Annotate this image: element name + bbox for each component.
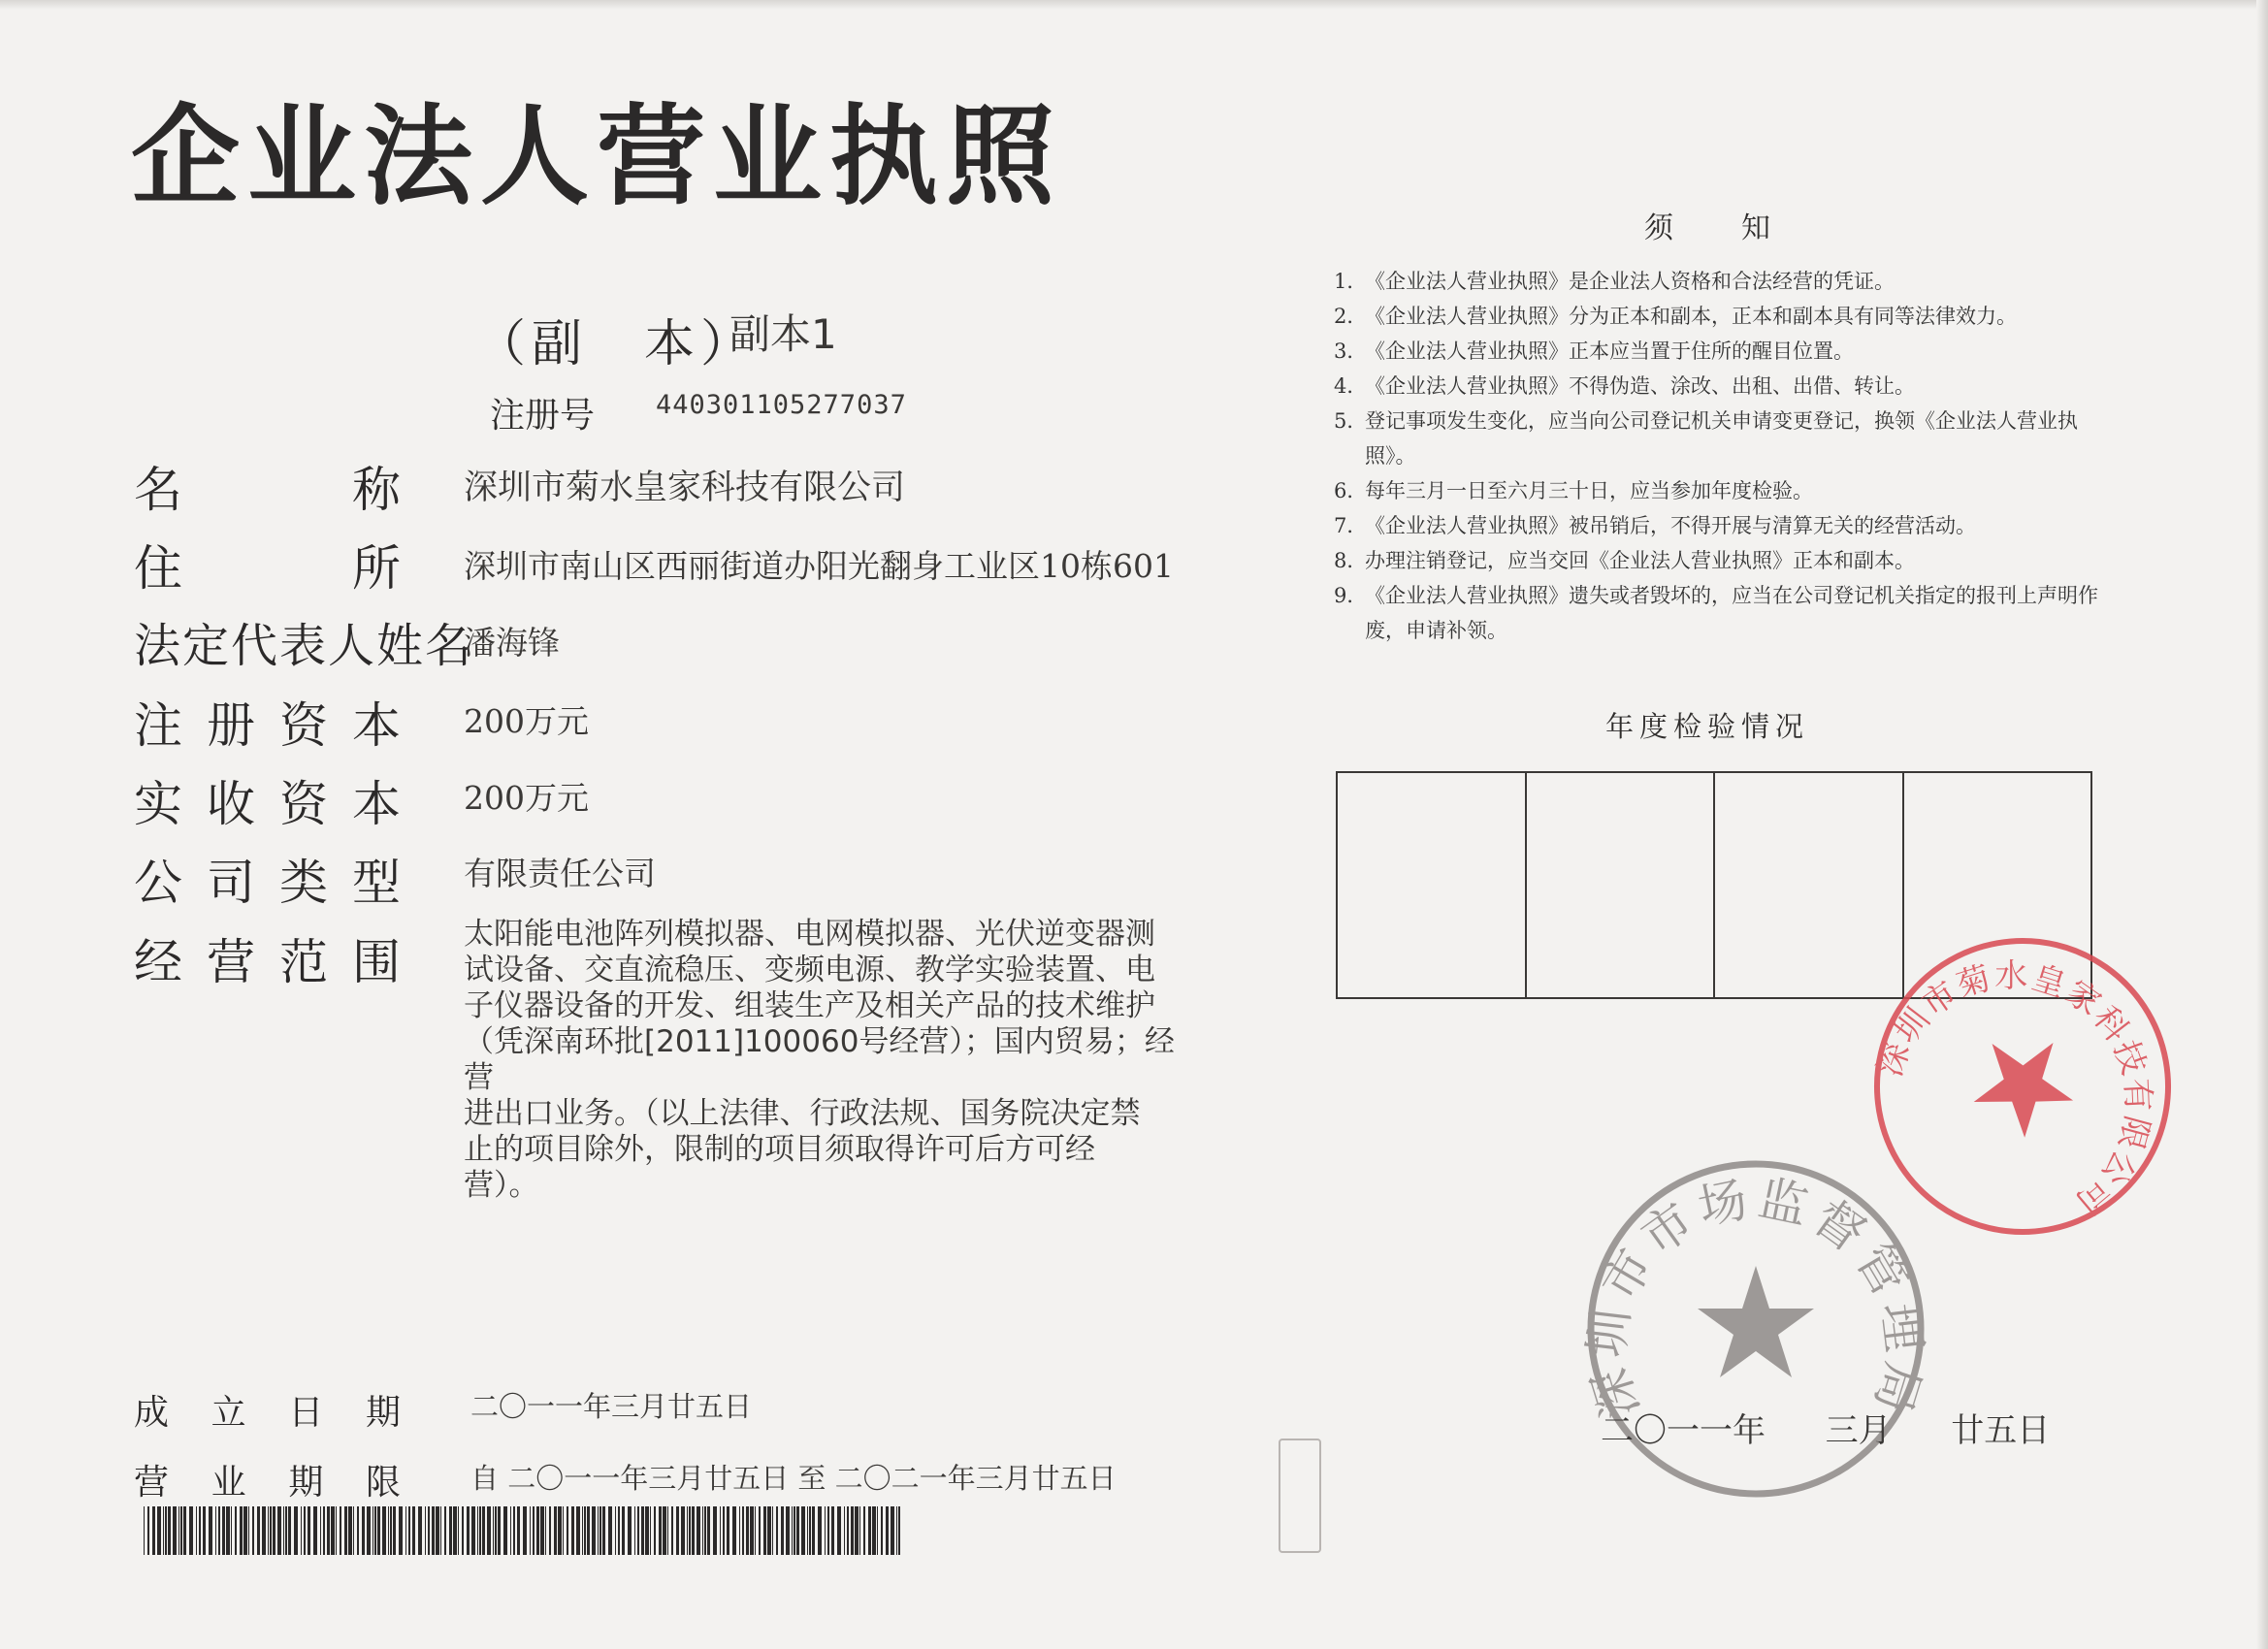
- paid-capital-value: 200万元: [464, 779, 589, 817]
- notice-item: 6． 每年三月一日至六月三十日，应当参加年度检验。: [1334, 479, 1813, 502]
- notice-title: 须知: [1644, 211, 1838, 245]
- name-value: 深圳市菊水皇家科技有限公司: [464, 469, 906, 507]
- scope-line: （凭深南环批[2011]100060号经营）；国内贸易；经营: [464, 1024, 1175, 1095]
- notice-item: 3． 《企业法人营业执照》正本应当置于住所的醒目位置。: [1334, 340, 1854, 363]
- copy-label: （副 本）: [475, 315, 758, 373]
- issue-year: 二〇一一年: [1601, 1411, 1766, 1450]
- paid-capital-label: 实 收 资 本: [134, 776, 401, 832]
- notice-item: 4． 《企业法人营业执照》不得伪造、涂改、出租、出借、转让。: [1334, 374, 1915, 398]
- notice-item: 5． 登记事项发生变化，应当向公司登记机关申请变更登记，换领《企业法人营业执照》。: [1334, 409, 2078, 468]
- copy-value: 副本1: [729, 310, 837, 358]
- company-type-label: 公 司 类 型: [134, 855, 401, 911]
- notice-item: 8． 办理注销登记，应当交回《企业法人营业执照》正本和副本。: [1334, 549, 1915, 572]
- barcode: [144, 1506, 900, 1555]
- inspection-cell: [1338, 773, 1527, 997]
- registration-number: 440301105277037: [656, 390, 907, 420]
- notice-item: 2． 《企业法人营业执照》分为正本和副本，正本和副本具有同等法律效力。: [1334, 305, 2017, 328]
- address-label: 住 所: [134, 540, 401, 597]
- scope-line: 试设备、交直流稳压、变频电源、教学实验装置、电: [464, 953, 1155, 987]
- small-seal-mark: [1279, 1439, 1321, 1553]
- registered-capital-value: 200万元: [464, 702, 589, 740]
- name-label: 名 称: [134, 462, 401, 518]
- legal-rep-label: 法定代表人姓名: [134, 619, 474, 673]
- svg-text:深圳市市场监督管理局: 深圳市市场监督管理局: [1577, 1170, 1934, 1425]
- scope-line: 太阳能电池阵列模拟器、电网模拟器、光伏逆变器测: [464, 917, 1155, 952]
- scope-line: 止的项目除外，限制的项目须取得许可后方可经: [464, 1132, 1095, 1167]
- address-value: 深圳市南山区西丽街道办阳光翻身工业区10栋601: [464, 547, 1174, 585]
- established-value: 二〇一一年三月廿五日: [470, 1390, 753, 1423]
- paper-edge-right: [2256, 0, 2268, 1649]
- registration-label: 注册号: [490, 396, 596, 436]
- svg-text:深圳市菊水皇家科技有限公司: 深圳市菊水皇家科技有限公司: [1870, 956, 2157, 1223]
- registered-capital-label: 注 册 资 本: [134, 697, 401, 754]
- scope-line: 进出口业务。（以上法律、行政法规、国务院决定禁: [464, 1096, 1141, 1131]
- annual-inspection-title: 年度检验情况: [1605, 710, 1810, 743]
- term-value: 自 二〇一一年三月廿五日 至 二〇二一年三月廿五日: [470, 1462, 1117, 1495]
- notice-item: 1． 《企业法人营业执照》是企业法人资格和合法经营的凭证。: [1334, 270, 1895, 293]
- legal-rep-value: 潘海锋: [464, 624, 560, 662]
- issue-date: [1601, 1404, 2050, 1451]
- notice-item: 7． 《企业法人营业执照》被吊销后，不得开展与清算无关的经营活动。: [1334, 514, 1976, 537]
- established-label: 成 立 日 期: [134, 1393, 401, 1433]
- license-title: 企业法人营业执照: [131, 94, 1062, 220]
- scope-line: 子仪器设备的开发、组装生产及相关产品的技术维护: [464, 988, 1155, 1023]
- notice-item: 9． 《企业法人营业执照》遗失或者毁坏的，应当在公司登记机关指定的报刊上声明作废，申请补领。: [1334, 584, 2098, 642]
- company-type-value: 有限责任公司: [464, 855, 656, 892]
- company-stamp: [1867, 931, 2178, 1242]
- issue-month: 三月: [1825, 1411, 1892, 1450]
- term-label: 营 业 期 限: [134, 1463, 401, 1503]
- business-scope-label: 经 营 范 围: [134, 934, 401, 990]
- issue-day: 廿五日: [1951, 1411, 2051, 1450]
- scope-line: 营）。: [464, 1168, 539, 1203]
- business-scope-text: [464, 917, 1186, 1204]
- inspection-cell: [1527, 773, 1716, 997]
- notice-list: [1334, 264, 2110, 648]
- paper-edge-top: [0, 0, 2268, 10]
